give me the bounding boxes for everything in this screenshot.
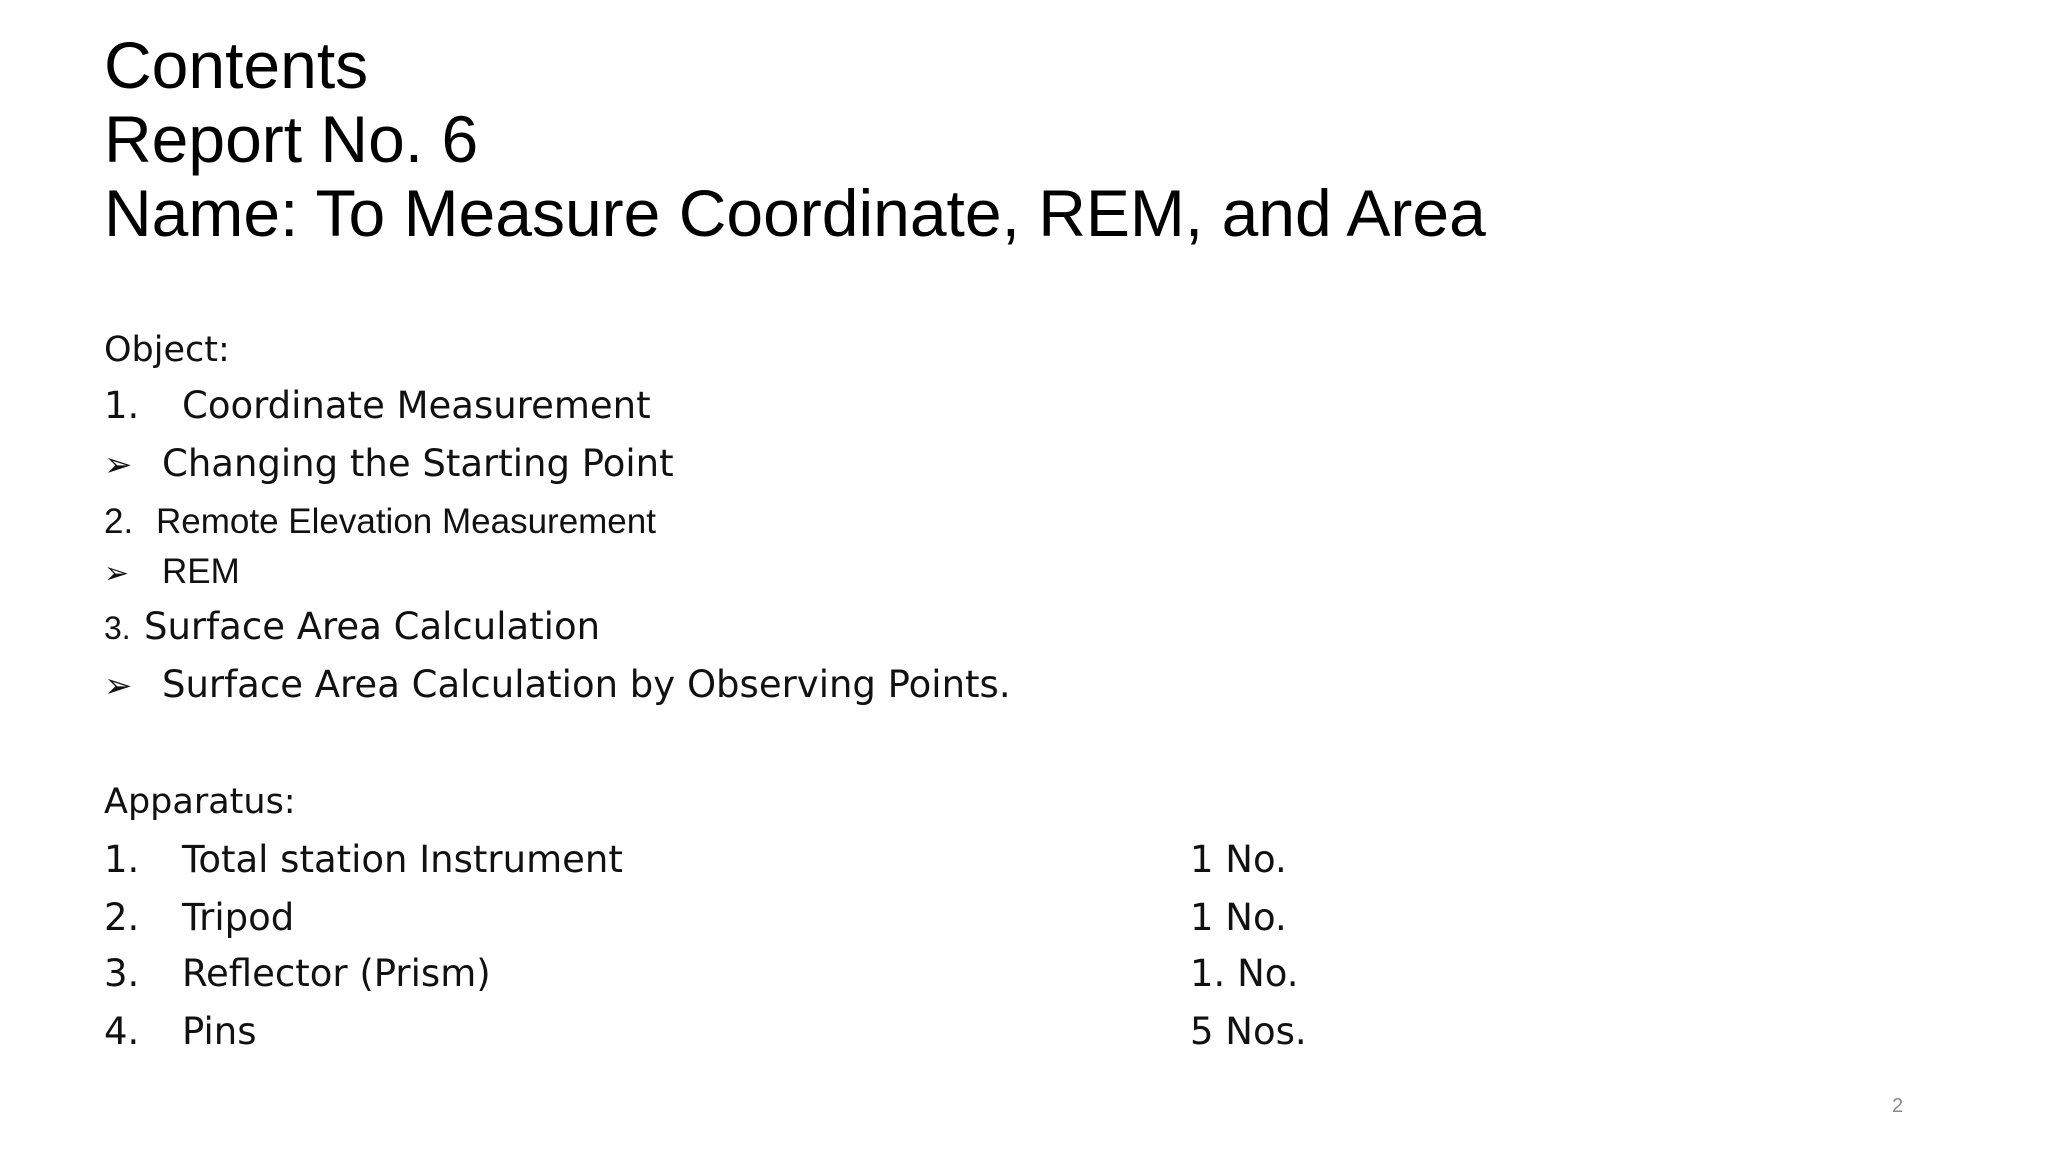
apparatus-item-3 <box>104 952 491 995</box>
arrow-bullet-icon: ➢ <box>104 556 130 591</box>
apparatus-item-qty: 5 Nos. <box>1190 1010 1307 1053</box>
apparatus-item-number: 1. <box>104 838 140 881</box>
title-report-number: Report No. 6 <box>104 102 479 176</box>
object-subitem-3 <box>104 663 1011 706</box>
object-item-number: 1. <box>104 384 140 427</box>
object-subitem-text: Surface Area Calculation by Observing Points. <box>162 663 1011 706</box>
object-item-number: 3. <box>104 610 131 646</box>
title-report-name: Name: To Measure Coordinate, REM, and Area <box>104 176 1486 250</box>
apparatus-heading: Apparatus: <box>104 782 296 822</box>
object-item-text: Coordinate Measurement <box>182 384 651 427</box>
object-item-text: Remote Elevation Measurement <box>156 502 656 541</box>
object-item-3 <box>104 605 600 648</box>
apparatus-item-2 <box>104 896 294 939</box>
apparatus-item-name: Total station Instrument <box>182 838 623 881</box>
apparatus-item-4 <box>104 1010 257 1053</box>
apparatus-item-number: 3. <box>104 952 140 995</box>
slide-title <box>104 28 1486 250</box>
object-subitem-text: Changing the Starting Point <box>162 442 674 485</box>
apparatus-item-qty: 1. No. <box>1190 952 1299 995</box>
apparatus-item-name: Tripod <box>182 896 295 939</box>
object-subitem-text: REM <box>162 552 240 591</box>
apparatus-item-name: Reflector (Prism) <box>182 952 491 995</box>
apparatus-item-number: 2. <box>104 896 140 939</box>
object-item-text: Surface Area Calculation <box>144 605 601 648</box>
apparatus-item-number: 4. <box>104 1010 140 1053</box>
arrow-bullet-icon: ➢ <box>104 666 133 706</box>
object-item-number: 2. <box>104 502 134 541</box>
arrow-bullet-icon: ➢ <box>104 445 133 485</box>
title-contents: Contents <box>104 28 369 102</box>
object-item-2 <box>104 502 656 542</box>
object-subitem-2 <box>104 552 240 592</box>
object-item-1 <box>104 384 651 427</box>
object-heading: Object: <box>104 330 230 370</box>
object-subitem-1 <box>104 442 674 485</box>
apparatus-item-qty: 1 No. <box>1190 838 1287 881</box>
apparatus-item-qty: 1 No. <box>1190 896 1287 939</box>
page-number: 2 <box>1892 1095 1904 1117</box>
apparatus-item-1 <box>104 838 623 881</box>
apparatus-item-name: Pins <box>182 1010 257 1053</box>
